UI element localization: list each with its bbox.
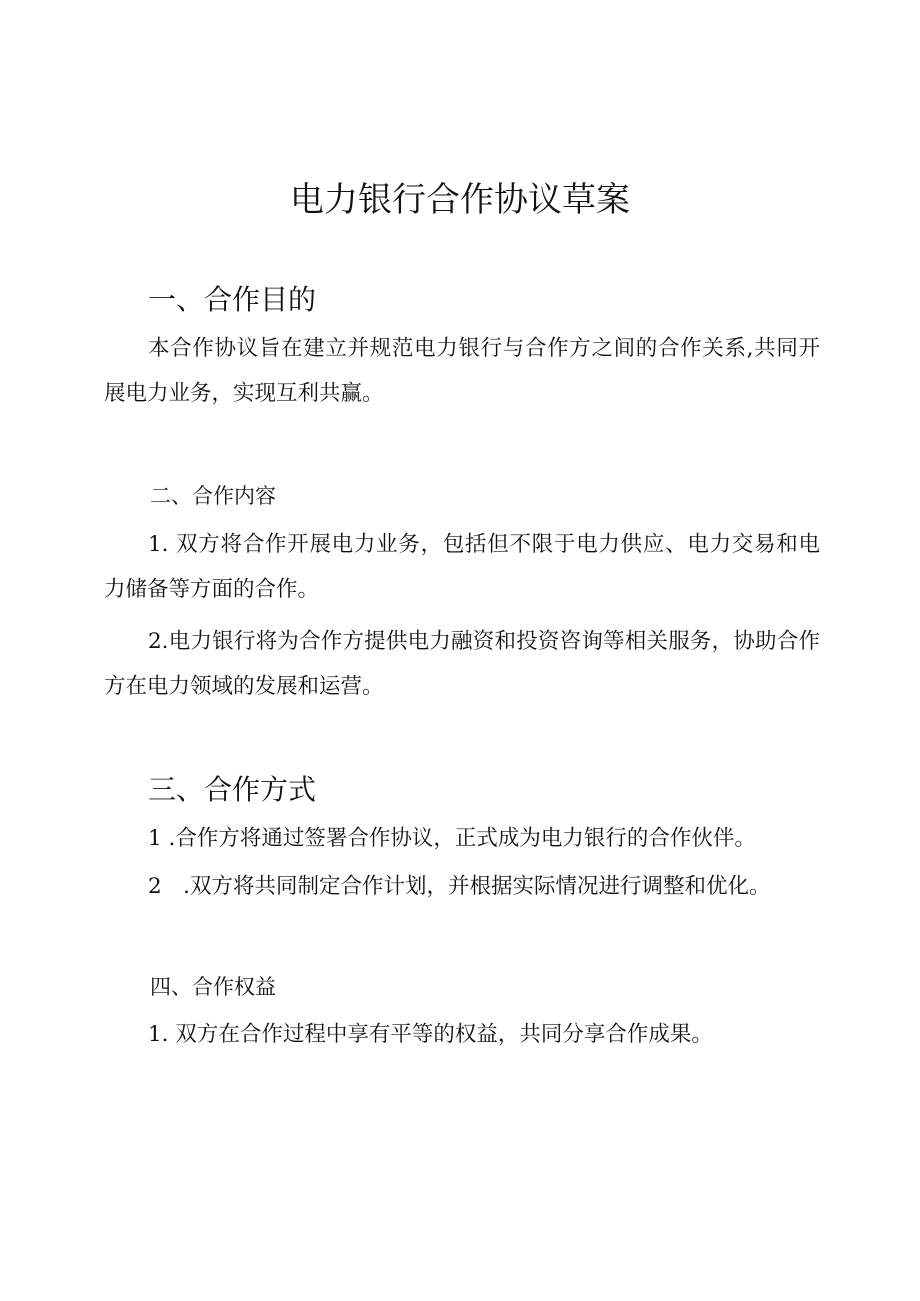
section-paragraph-content-2: 2.电力银行将为合作方提供电力融资和投资咨询等相关服务，协助合作方在电力领域的发展和运营。 [104,629,820,699]
section-item-method-1: 1 .合作方将通过签署合作协议，正式成为电力银行的合作伙伴。 [148,826,756,851]
section-paragraph-content-1: 1. 双方将合作开展电力业务，包括但不限于电力供应、电力交易和电力储备等方面的合作。 [104,532,820,602]
document-title: 电力银行合作协议草案 [290,180,630,220]
section-item-rights-1: 1. 双方在合作过程中享有平等的权益，共同分享合作成果。 [148,1022,713,1047]
section-heading-content: 二、合作内容 [150,484,276,508]
section-heading-rights: 四、合作权益 [150,975,276,999]
section-paragraph-purpose: 本合作协议旨在建立并规范电力银行与合作方之间的合作关系,共同开展电力业务，实现互利共赢。 [104,336,820,406]
section-item-method-2: 2 .双方将共同制定合作计划，并根据实际情况进行调整和优化。 [148,874,771,899]
section-heading-purpose: 一、合作目的 [148,283,317,316]
section-heading-method: 三、合作方式 [148,773,317,806]
